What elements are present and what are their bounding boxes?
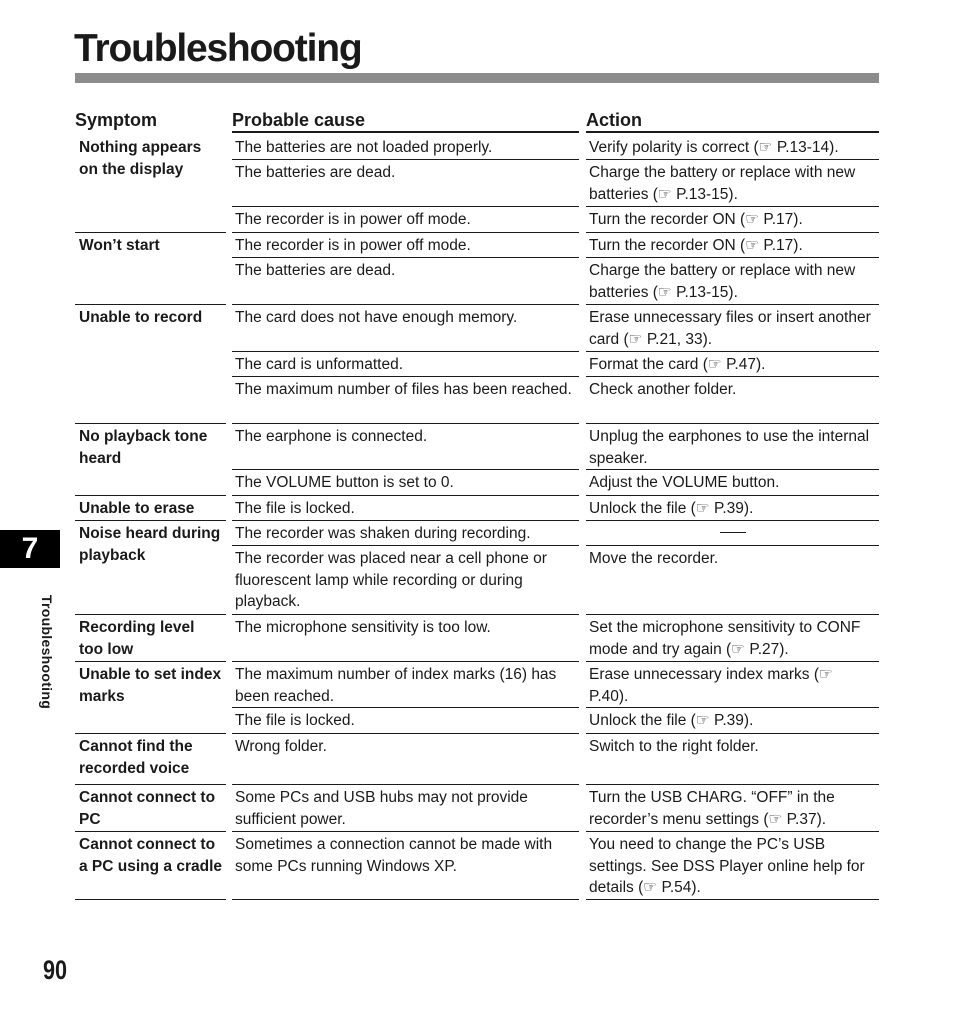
action-cell: Adjust the VOLUME button.	[589, 474, 780, 491]
chapter-tab: 7	[0, 530, 60, 568]
header-symptom: Symptom	[75, 110, 158, 130]
action-cell: Erase unnecessary index marks (☞ P.40).	[589, 666, 833, 705]
header-action: Action	[586, 109, 879, 133]
symptom-cell: Cannot connect to a PC using a cradle	[79, 836, 222, 875]
side-section-label: Troubleshooting	[39, 594, 55, 710]
action-cell: Unlock the file (☞ P.39).	[589, 500, 754, 517]
cause-cell: The recorder is in power off mode.	[235, 237, 471, 254]
action-cell: Check another folder.	[589, 381, 737, 398]
cause-cell: The recorder was shaken during recording.	[235, 525, 531, 542]
symptom-cell: Recording level too low	[79, 619, 195, 658]
cause-cell: The recorder was placed near a cell phone or fluorescent lamp while recording or during playback.	[235, 550, 547, 610]
symptom-cell: Won’t start	[79, 237, 160, 254]
action-cell: Set the microphone sensitivity to CONF mode and try again (☞ P.27).	[589, 619, 861, 658]
cause-cell: The maximum number of files has been reached.	[235, 381, 572, 398]
symptom-cell: Noise heard during playback	[79, 525, 221, 564]
title-underline-bar	[75, 73, 879, 83]
action-cell: Erase unnecessary files or insert another card (☞ P.21, 33).	[589, 309, 871, 348]
symptom-cell: Cannot connect to PC	[79, 789, 216, 828]
symptom-cell: No playback tone heard	[79, 428, 208, 467]
action-cell: Turn the recorder ON (☞ P.17).	[589, 211, 803, 228]
action-cell: Format the card (☞ P.47).	[589, 356, 766, 373]
action-cell: Turn the recorder ON (☞ P.17).	[589, 237, 803, 254]
cause-cell: The VOLUME button is set to 0.	[235, 474, 454, 491]
symptom-cell: Unable to record	[79, 309, 203, 326]
cause-cell: The batteries are not loaded properly.	[235, 139, 493, 156]
cause-row-divider	[232, 899, 579, 900]
header-probable-cause: Probable cause	[232, 109, 579, 133]
cause-cell: Some PCs and USB hubs may not provide sufficient power.	[235, 789, 528, 828]
cause-cell: The recorder is in power off mode.	[235, 211, 471, 228]
no-action-dash	[720, 532, 746, 533]
action-cell: Switch to the right folder.	[589, 738, 759, 755]
cause-cell: The file is locked.	[235, 500, 355, 517]
symptom-cell: Cannot find the recorded voice	[79, 738, 193, 777]
symptom-cell: Unable to set index marks	[79, 666, 222, 705]
action-cell: Turn the USB CHARG. “OFF” in the recorder’s menu settings (☞ P.37).	[589, 789, 835, 828]
action-cell: Unplug the earphones to use the internal speaker.	[589, 428, 870, 467]
symptom-cell: Unable to erase	[79, 500, 195, 517]
cause-cell: The card does not have enough memory.	[235, 309, 518, 326]
action-cell: Charge the battery or replace with new batteries (☞ P.13-15).	[589, 262, 856, 301]
action-row-divider	[586, 520, 879, 521]
action-cell: Verify polarity is correct (☞ P.13-14).	[589, 139, 839, 156]
page-title: Troubleshooting	[74, 27, 362, 70]
action-row-divider	[586, 899, 879, 900]
symptom-cell: Nothing appears on the display	[79, 139, 202, 178]
cause-cell: The card is unformatted.	[235, 356, 403, 373]
cause-cell: The file is locked.	[235, 712, 355, 729]
cause-cell: The maximum number of index marks (16) has been reached.	[235, 666, 557, 705]
action-cell: Move the recorder.	[589, 550, 719, 567]
action-cell: You need to change the PC’s USB settings. See DSS Player online help for details (☞ P.54).	[589, 836, 865, 896]
cause-cell: The batteries are dead.	[235, 164, 396, 181]
cause-cell: The earphone is connected.	[235, 428, 428, 445]
cause-cell: Wrong folder.	[235, 738, 327, 755]
cause-cell: The batteries are dead.	[235, 262, 396, 279]
action-cell: Charge the battery or replace with new batteries (☞ P.13-15).	[589, 164, 856, 203]
action-cell: Unlock the file (☞ P.39).	[589, 712, 754, 729]
cause-cell: The microphone sensitivity is too low.	[235, 619, 491, 636]
symptom-row-divider	[75, 899, 226, 900]
page-number: 90	[43, 955, 68, 985]
cause-cell: Sometimes a connection cannot be made with some PCs running Windows XP.	[235, 836, 553, 875]
